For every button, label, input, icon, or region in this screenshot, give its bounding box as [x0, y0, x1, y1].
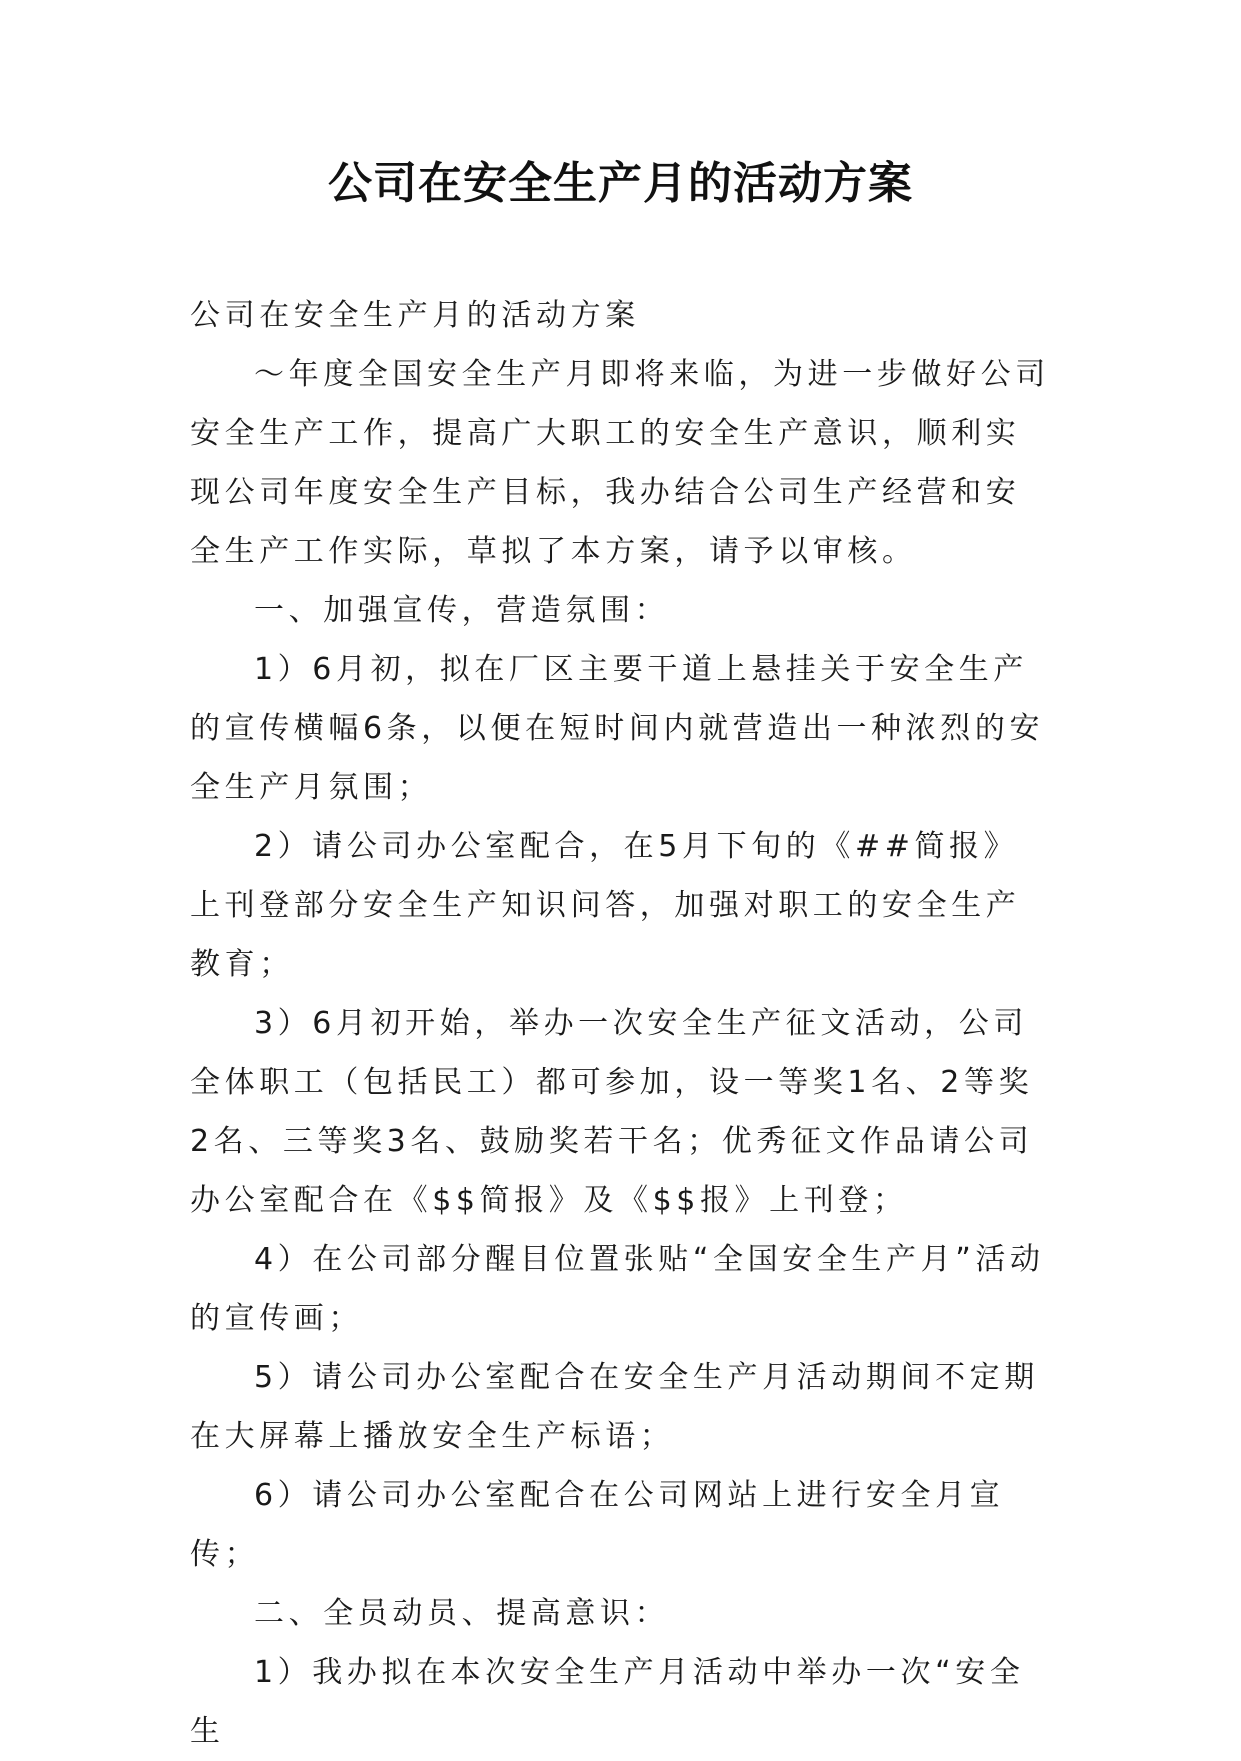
list-item: 4）在公司部分醒目位置张贴“全国安全生产月”活动的宣传画；: [190, 1242, 1045, 1336]
paragraph-intro: ～年度全国安全生产月即将来临，为进一步做好公司安全生产工作，提高广大职工的安全生产意识，顺利实现公司年度安全生产目标，我办结合公司生产经营和安全生产工作实际，草拟了本方案，请予以审核。: [190, 357, 1050, 569]
list-item: 1）我办拟在本次安全生产月活动中举办一次“安全生: [190, 1655, 1025, 1749]
list-item: 3）6月初开始，举办一次安全生产征文活动，公司全体职工（包括民工）都可参加，设一等奖1名、2等奖2名、三等奖3名、鼓励奖若干名；优秀征文作品请公司办公室配合在《$$简报》及《$$报》上刊登；: [190, 1006, 1034, 1218]
document-body: [190, 286, 1050, 1761]
section-heading-2: 二、全员动员、提高意识：: [254, 1596, 670, 1631]
list-item: 6）请公司办公室配合在公司网站上进行安全月宣传；: [190, 1478, 1005, 1572]
list-item: 1）6月初，拟在厂区主要干道上悬挂关于安全生产的宣传横幅6条，以便在短时间内就营造出一种浓烈的安全生产月氛围；: [190, 652, 1045, 805]
paragraph-heading: 公司在安全生产月的活动方案: [190, 298, 640, 333]
list-item: 5）请公司办公室配合在安全生产月活动期间不定期在大屏幕上播放安全生产标语；: [190, 1360, 1039, 1454]
list-item: 2）请公司办公室配合，在5月下旬的《##简报》上刊登部分安全生产知识问答，加强对职工的安全生产教育；: [190, 829, 1021, 982]
document-title: 公司在安全生产月的活动方案: [328, 158, 913, 209]
section-heading-1: 一、加强宣传，营造氛围：: [254, 593, 670, 628]
